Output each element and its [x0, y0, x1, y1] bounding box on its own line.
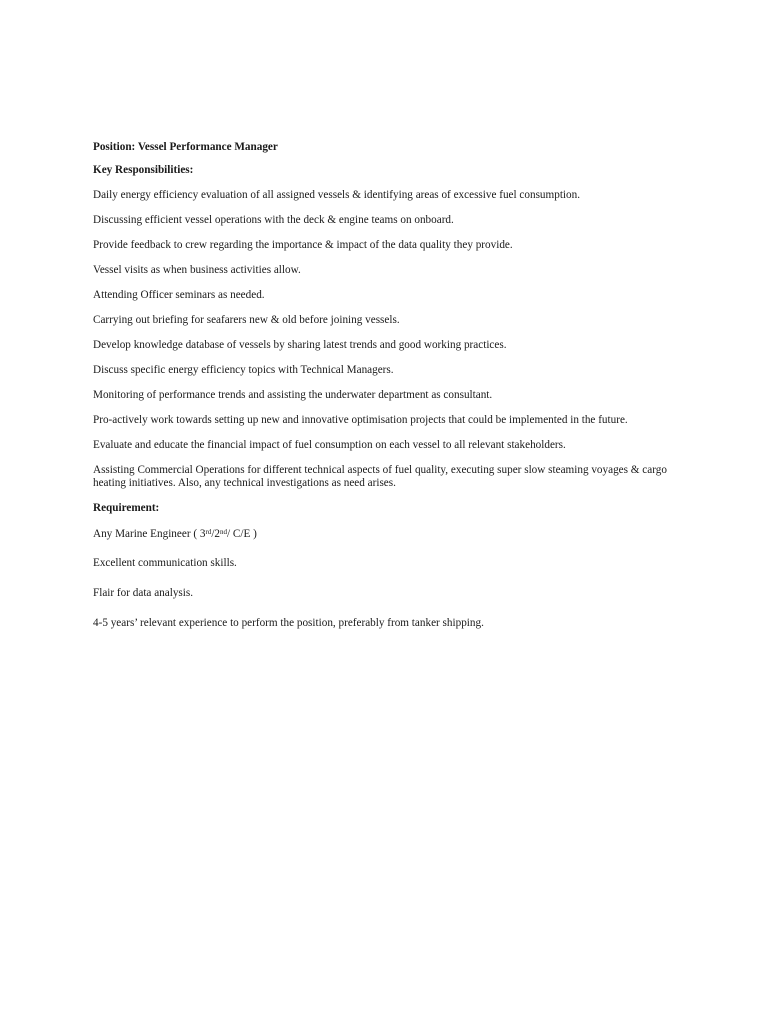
engineer-sup-nd: nd — [220, 528, 228, 536]
responsibility-item: Vessel visits as when business activities allow. — [93, 264, 301, 276]
document-body — [93, 141, 693, 647]
responsibility-item: Evaluate and educate the financial impact of fuel consumption on each vessel to all relevant stakeholders. — [93, 439, 566, 451]
responsibility-item: Pro-actively work towards setting up new and innovative optimisation projects that could be implemented in the future. — [93, 414, 628, 426]
position-heading: Position: Vessel Performance Manager — [93, 141, 278, 153]
responsibility-item: Monitoring of performance trends and assisting the underwater department as consultant. — [93, 389, 493, 401]
responsibility-item: Carrying out briefing for seafarers new & old before joining vessels. — [93, 314, 400, 326]
responsibility-item: Discussing efficient vessel operations with the deck & engine teams on onboard. — [93, 214, 454, 226]
responsibility-item: Attending Officer seminars as needed. — [93, 289, 265, 301]
engineer-suffix: / C/E ) — [227, 528, 257, 540]
engineer-mid: /2 — [211, 528, 221, 540]
engineer-sup-rd: rd — [205, 528, 212, 536]
requirement-item: Flair for data analysis. — [93, 587, 194, 599]
requirement-item: 4-5 years’ relevant experience to perform the position, preferably from tanker shipping. — [93, 617, 484, 629]
responsibility-item: Develop knowledge database of vessels by sharing latest trends and good working practices. — [93, 339, 507, 351]
requirement-item: Excellent communication skills. — [93, 557, 237, 569]
requirement-heading: Requirement: — [93, 502, 160, 514]
responsibility-item: Assisting Commercial Operations for different technical aspects of fuel quality, executing super slow steaming voyages & cargo heating initiatives. Also, any technical investigations as need arises. — [93, 464, 667, 489]
responsibility-item: Discuss specific energy efficiency topics with Technical Managers. — [93, 364, 394, 376]
requirements-list — [93, 528, 693, 630]
requirement-item-engineer — [93, 528, 693, 541]
responsibility-item: Provide feedback to crew regarding the importance & impact of the data quality they provide. — [93, 239, 513, 251]
engineer-prefix: Any Marine Engineer ( 3 — [93, 528, 206, 540]
responsibility-item: Daily energy efficiency evaluation of all assigned vessels & identifying areas of excessive fuel consumption. — [93, 189, 581, 201]
responsibilities-list — [93, 189, 693, 490]
responsibilities-heading: Key Responsibilities: — [93, 164, 194, 176]
